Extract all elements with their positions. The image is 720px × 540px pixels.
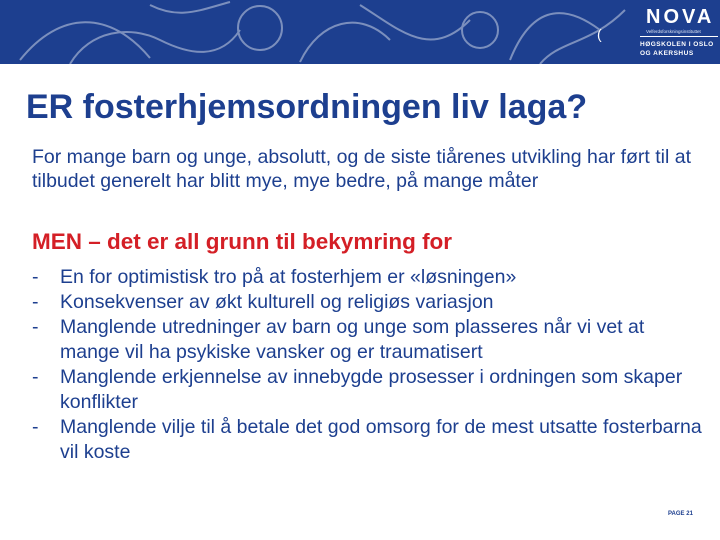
school-name	[640, 40, 714, 58]
sketch-illustration	[0, 0, 632, 64]
list-item	[32, 290, 702, 315]
list-item	[32, 415, 702, 465]
school-name-line1: HØGSKOLEN I OSLO	[640, 41, 714, 48]
dash-marker: -	[32, 366, 39, 388]
school-name-line2: OG AKERSHUS	[640, 50, 694, 57]
list-item	[32, 315, 702, 365]
dash-marker: -	[32, 416, 39, 438]
page-number: PAGE 21	[668, 511, 693, 517]
list-item-text: Manglende vilje til å betale det god omsorg for de mest utsatte fosterbarna vil koste	[60, 416, 702, 463]
list-item	[32, 365, 702, 415]
list-item-text: Manglende utredninger av barn og unge som plasseres når vi vet at mange vil ha psykiske vansker og er traumatisert	[60, 316, 645, 363]
list-item-text: Manglende erkjennelse av innebygde prosesser i ordningen som skaper konflikter	[60, 366, 683, 413]
logo-divider	[640, 36, 718, 37]
slide-title: ER fosterhjemsordningen liv laga?	[26, 88, 588, 126]
list-item-text: En for optimistisk tro på at fosterhjem er «løsningen»	[60, 266, 517, 288]
dash-marker: -	[32, 316, 39, 338]
intro-paragraph: For mange barn og unge, absolutt, og de siste tiårenes utvikling har ført til at tilbudet generelt har blitt mye, mye bedre, på mange måter	[32, 146, 692, 192]
dash-marker: -	[32, 266, 39, 288]
dash-marker: -	[32, 291, 39, 313]
concern-list	[32, 265, 702, 465]
nova-logo-text: NOVA	[646, 6, 715, 28]
list-item-text: Konsekvenser av økt kulturell og religiøs variasjon	[60, 291, 494, 313]
warning-subheading: MEN – det er all grunn til bekymring for	[32, 229, 453, 254]
list-item	[32, 265, 702, 290]
nova-logo-subtitle: Velferdsforskningsinstituttet	[646, 29, 701, 34]
header-banner	[0, 0, 720, 64]
bracket-mark: (	[597, 26, 602, 42]
